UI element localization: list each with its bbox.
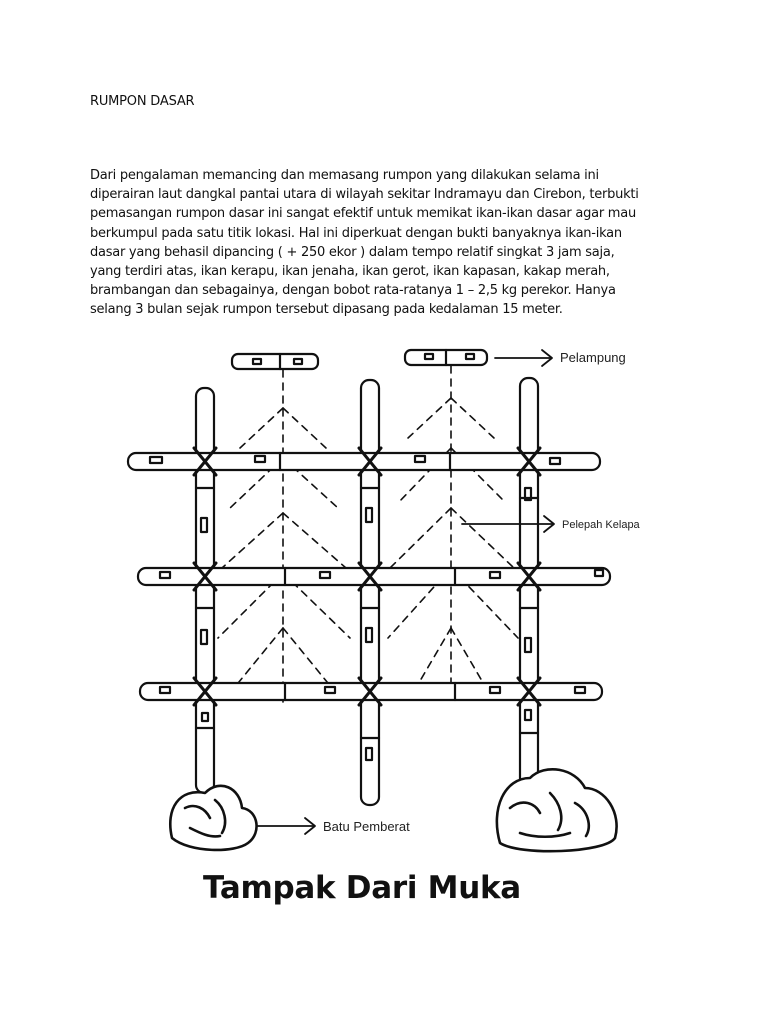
label-frond: Pelepah Kelapa (562, 519, 640, 531)
page-title: RUMPON DASAR (90, 94, 195, 109)
paragraph-line: Dari pengalaman memancing dan memasang rumpon yang dilakukan selama ini (90, 168, 599, 183)
float-left (232, 354, 318, 369)
paragraph-line: selang 3 bulan sejak rumpon tersebut dipasang pada kedalaman 15 meter. (90, 302, 563, 318)
vertical-bamboo-posts (196, 378, 538, 805)
label-float: Pelampung (560, 350, 626, 365)
paragraph-line: diperairan laut dangkal pantai utara di wilayah sekitar Indramayu dan Cirebon, terbukti (90, 187, 639, 203)
paragraph-line: berkumpul pada satu titik lokasi. Hal ini diperkuat dengan bukti banyaknya ikan-ikan (90, 225, 622, 241)
body-paragraph (90, 166, 690, 320)
paragraph-line: pemasangan rumpon dasar ini sangat efektif untuk memikat ikan-ikan dasar agar mau (90, 206, 636, 222)
paragraph-line: dasar yang behasil dipancing ( + 250 ekor ) dalam tempo relatif singkat 3 jam saja, (90, 244, 615, 260)
rumpon-frame-drawing (110, 338, 670, 928)
figure-caption: Tampak Dari Muka (203, 870, 521, 906)
weight-stones (170, 769, 616, 851)
float-right (405, 350, 487, 365)
label-weight: Batu Pemberat (323, 819, 410, 834)
rumpon-diagram (110, 338, 670, 928)
paragraph-line: brambangan dan sebagainya, dengan bobot rata-ratanya 1 – 2,5 kg perekor. Hanya (90, 283, 616, 299)
paragraph-line: yang terdiri atas, ikan kerapu, ikan jenaha, ikan gerot, ikan kapasan, kakap merah, (90, 264, 610, 280)
